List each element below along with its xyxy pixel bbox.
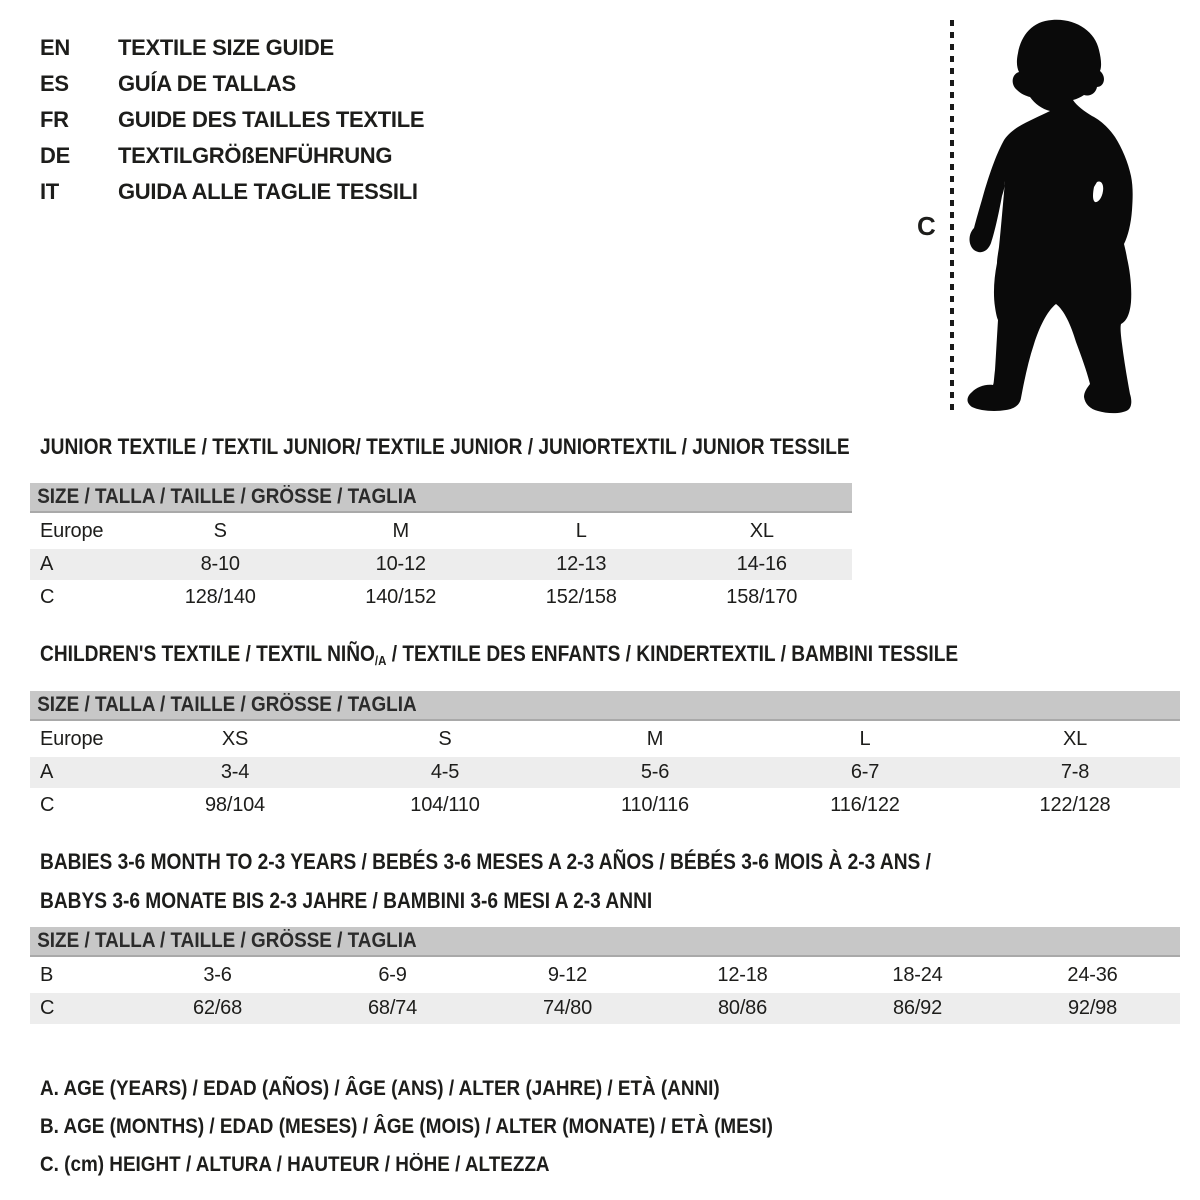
age-value: 7-8 (1060, 761, 1090, 783)
height-measure-label: C (917, 211, 936, 241)
junior-size-table (30, 483, 852, 615)
age-value: 10-12 (375, 553, 426, 575)
height-value: 104/110 (410, 794, 480, 816)
legend-line-c (40, 1146, 854, 1184)
height-value: 98/104 (205, 794, 265, 816)
age-value: 3-6 (203, 964, 232, 986)
age-value: 6-7 (850, 761, 880, 783)
language-row (40, 102, 424, 138)
legend-text: C. (cm) HEIGHT / ALTURA / HAUTEUR / HÖHE / ALTEZZA (40, 1153, 550, 1176)
baby-silhouette-icon (968, 20, 1133, 413)
babies-size-table (30, 927, 1180, 1026)
table-row (30, 960, 1180, 991)
legend-text: A. AGE (YEARS) / EDAD (AÑOS) / ÂGE (ANS) / ALTER (JAHRE) / ETÀ (ANNI) (40, 1077, 720, 1100)
height-value: 74/80 (542, 997, 593, 1019)
age-value: 3-4 (220, 761, 250, 783)
legend-line-b (40, 1108, 854, 1146)
language-code: EN (40, 35, 70, 60)
height-value: 122/128 (1039, 794, 1111, 816)
row-label: Europe (40, 520, 104, 542)
language-title: GUIDA ALLE TAGLIE TESSILI (118, 179, 418, 204)
table-row (30, 516, 852, 547)
height-value: 92/98 (1067, 997, 1118, 1019)
size-value: XL (1062, 728, 1088, 750)
age-value: 18-24 (892, 964, 943, 986)
section-title-text: BABIES 3-6 MONTH TO 2-3 YEARS / BEBÉS 3-6 MESES A 2-3 AÑOS / BÉBÉS 3-6 MOIS À 2-3 ANS / (40, 849, 931, 874)
height-value: 128/140 (184, 586, 256, 608)
row-label: C (40, 997, 55, 1019)
size-value: XS (221, 728, 249, 750)
section-title-text: JUNIOR TEXTILE / TEXTIL JUNIOR/ TEXTILE JUNIOR / JUNIORTEXTIL / JUNIOR TESSILE (40, 434, 850, 459)
size-header-label: SIZE / TALLA / TAILLE / GRÖSSE / TAGLIA (37, 485, 417, 508)
height-value: 140/152 (365, 586, 437, 608)
legend (40, 1070, 854, 1184)
size-value: XL (749, 520, 774, 542)
size-header-bar (30, 927, 1180, 957)
row-label: Europe (40, 728, 104, 750)
language-title: TEXTILE SIZE GUIDE (118, 35, 334, 60)
size-value: S (213, 520, 227, 542)
table-row (30, 724, 1180, 755)
section-title-junior (40, 434, 1200, 460)
age-value: 4-5 (430, 761, 460, 783)
size-value: L (575, 520, 587, 542)
height-value: 80/86 (717, 997, 768, 1019)
height-value: 86/92 (892, 997, 943, 1019)
table-row (30, 582, 852, 613)
language-code: FR (40, 107, 69, 132)
size-header-bar (30, 483, 852, 513)
size-value: M (392, 520, 409, 542)
size-value: L (859, 728, 871, 750)
language-title: GUIDE DES TAILLES TEXTILE (118, 107, 425, 132)
row-label: C (40, 794, 55, 816)
language-title: GUÍA DE TALLAS (118, 71, 296, 96)
age-value: 6-9 (378, 964, 407, 986)
title-prefix: CHILDREN'S TEXTILE / TEXTIL NIÑO (40, 641, 375, 666)
language-code: ES (40, 71, 69, 96)
language-code: DE (40, 143, 70, 168)
row-label: A (40, 761, 54, 783)
height-value: 116/122 (830, 794, 900, 816)
age-value: 5-6 (640, 761, 670, 783)
children-size-table (30, 691, 1180, 823)
section-title-text (40, 641, 958, 667)
table-row (30, 549, 852, 580)
height-value: 158/170 (726, 586, 798, 608)
table-row (30, 993, 1180, 1024)
section-title-babies-line2 (40, 888, 1200, 914)
size-header-label: SIZE / TALLA / TAILLE / GRÖSSE / TAGLIA (37, 929, 417, 952)
height-value: 68/74 (367, 997, 418, 1019)
section-title-babies-line1 (40, 849, 1200, 875)
row-label: B (40, 964, 54, 986)
language-list (40, 30, 424, 210)
height-value: 110/116 (621, 794, 689, 816)
size-header-label: SIZE / TALLA / TAILLE / GRÖSSE / TAGLIA (37, 693, 417, 716)
table-row (30, 757, 1180, 788)
row-label: A (40, 553, 54, 575)
section-title-text: BABYS 3-6 MONATE BIS 2-3 JAHRE / BAMBINI 3-6 MESI A 2-3 ANNI (40, 888, 653, 913)
table-row (30, 790, 1180, 821)
height-value: 62/68 (192, 997, 243, 1019)
title-subscript: /A (374, 652, 387, 668)
language-row (40, 66, 424, 102)
language-row (40, 30, 424, 66)
age-value: 14-16 (736, 553, 787, 575)
age-value: 12-13 (556, 553, 607, 575)
row-label: C (40, 586, 55, 608)
age-value: 12-18 (717, 964, 768, 986)
title-suffix: / TEXTILE DES ENFANTS / KINDERTEXTIL / BAMBINI TESSILE (386, 641, 959, 666)
toddler-figure (940, 10, 1145, 422)
language-row (40, 174, 424, 210)
size-header-bar (30, 691, 1180, 721)
legend-line-a (40, 1070, 854, 1108)
size-value: S (438, 728, 452, 750)
language-title: TEXTILGRÖßENFÜHRUNG (118, 143, 393, 168)
legend-text: B. AGE (MONTHS) / EDAD (MESES) / ÂGE (MOIS) / ALTER (MONATE) / ETÀ (MESI) (40, 1115, 773, 1138)
age-value: 8-10 (200, 553, 240, 575)
language-row (40, 138, 424, 174)
age-value: 24-36 (1067, 964, 1118, 986)
height-value: 152/158 (545, 586, 617, 608)
age-value: 9-12 (547, 964, 588, 986)
size-value: M (646, 728, 664, 750)
section-title-children (40, 641, 1200, 667)
language-code: IT (40, 179, 59, 204)
